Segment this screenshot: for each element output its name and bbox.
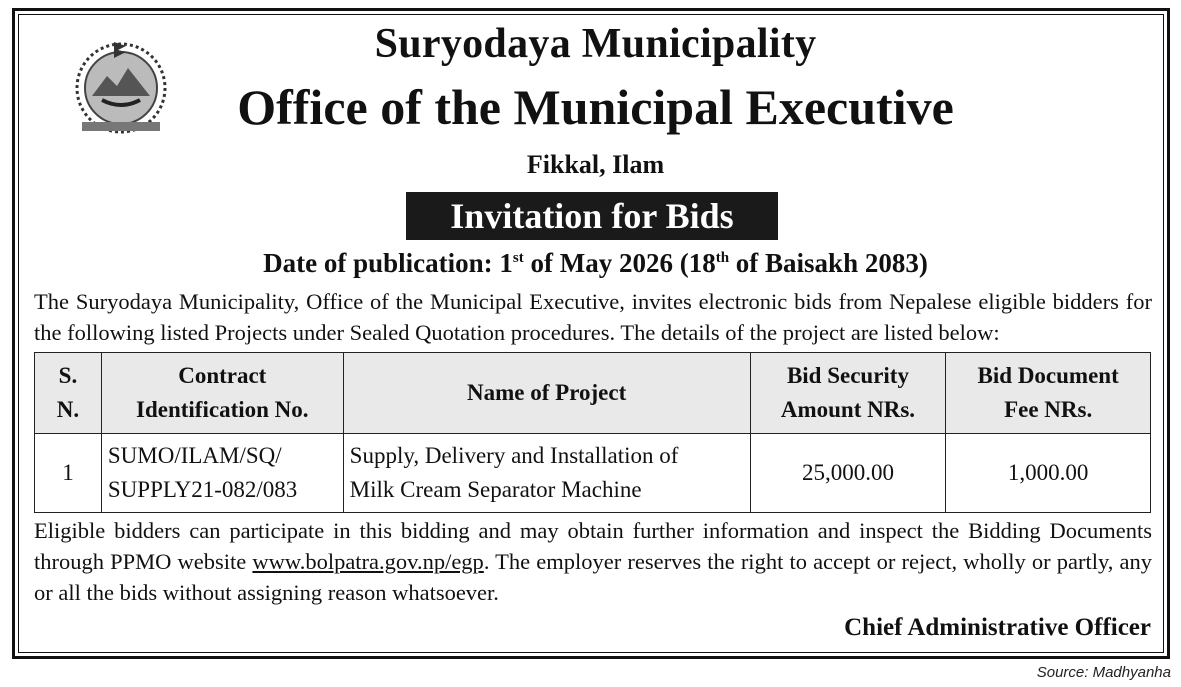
header-contract-id: Contract Identification No. [101, 353, 343, 434]
signature: Chief Administrative Officer [844, 614, 1151, 641]
bid-table [34, 352, 1151, 513]
notice-banner: Invitation for Bids [406, 192, 778, 240]
intro-paragraph: The Suryodaya Municipality, Office of the Municipal Executive, invites electronic bids from Nepalese eligible bidders for the following listed Projects under Sealed Quotation procedures. The details of the project are listed below: [34, 289, 1152, 345]
cell-sn: 1 [35, 434, 102, 513]
publication-date: Date of publication: 1st of May 2026 (18th of Baisakh 2083) [263, 248, 928, 278]
cell-document-fee: 1,000.00 [946, 434, 1151, 513]
location: Fikkal, Ilam [526, 150, 665, 179]
cell-bid-security: 25,000.00 [750, 434, 946, 513]
municipality-title: Suryodaya Municipality [374, 21, 817, 67]
table-header-row [35, 353, 1151, 434]
header-bid-security: Bid Security Amount NRs. [750, 353, 946, 434]
table-row [35, 434, 1151, 513]
header-sn: S. N. [35, 353, 102, 434]
source-credit: Source: Madhyanha [1036, 664, 1171, 681]
office-title: Office of the Municipal Executive [237, 79, 954, 135]
header-project-name: Name of Project [343, 353, 750, 434]
header-document-fee: Bid Document Fee NRs. [946, 353, 1151, 434]
cell-contract-id: SUMO/ILAM/SQ/ SUPPLY21-082/083 [101, 434, 343, 513]
body-paragraph: Eligible bidders can participate in this bidding and may obtain further information and inspect the Bidding Documents through PPMO website www.bolpatra.gov.np/egp. The employer reserves the right to accept or reject, wholly or partly, any or all the bids without assigning reason whatsoever. [34, 518, 1152, 605]
cell-project-name: Supply, Delivery and Installation of Milk Cream Separator Machine [343, 434, 750, 513]
ppmo-website-link[interactable]: www.bolpatra.gov.np/egp [252, 549, 484, 574]
